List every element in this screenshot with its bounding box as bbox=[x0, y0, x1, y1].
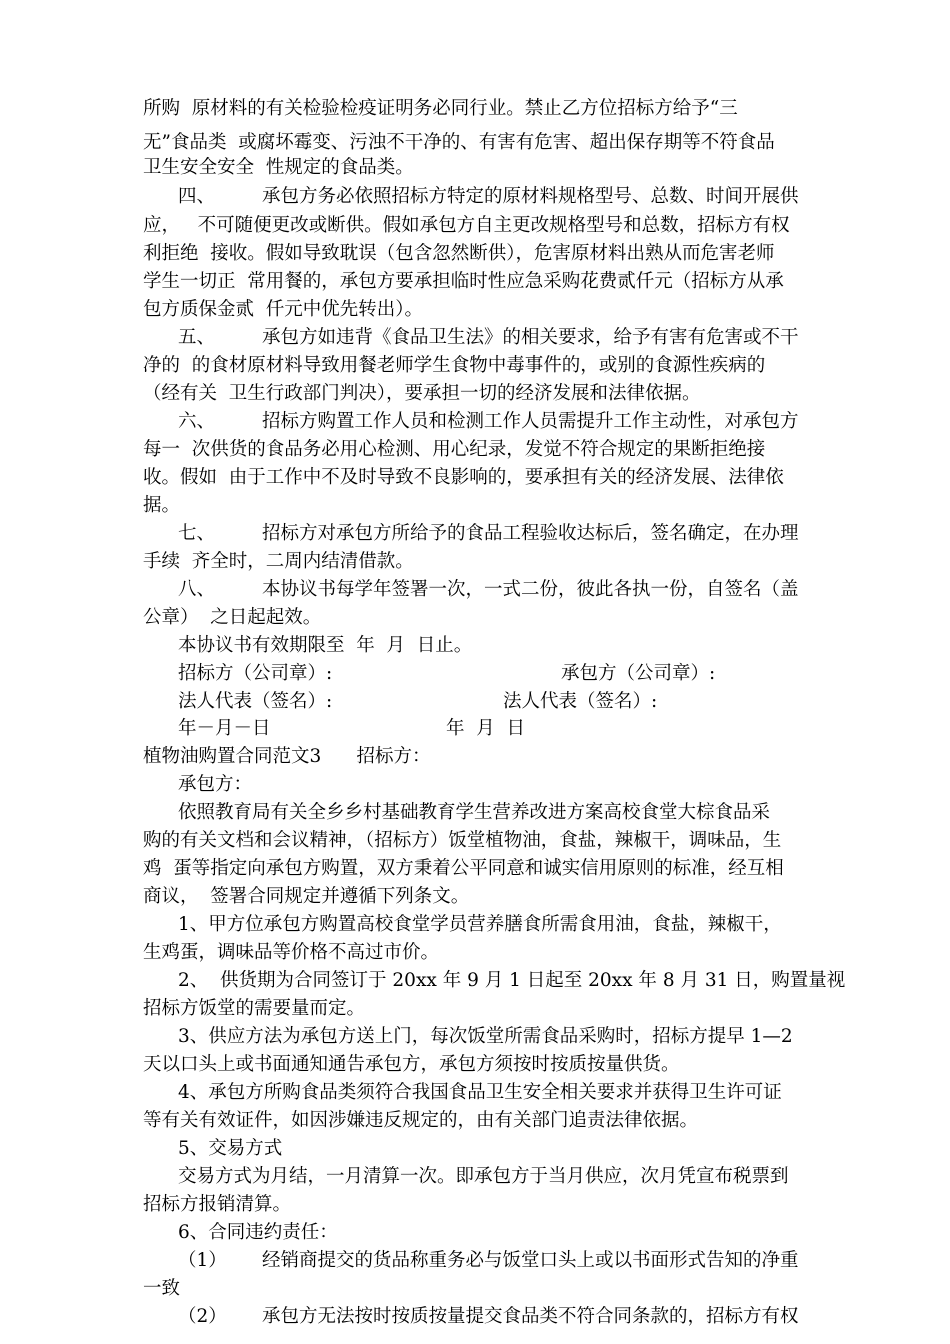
text-line: 3、供应方法为承包方送上门，每次饭堂所需食品采购时，招标方提早 1—2 bbox=[178, 1026, 793, 1047]
text-line: 交易方式为月结，一月清算一次。即承包方于当月供应，次月凭宣布税票到 bbox=[178, 1166, 789, 1187]
text-line: 收。假如 由于工作中不及时导致不良影响的，要承担有关的经济发展、法律依 bbox=[143, 467, 784, 488]
text-line: 每一 次供货的食品务必用心检测、用心纪录，发觉不符合规定的果断拒绝接 bbox=[143, 439, 766, 460]
text-line: 购的有关文档和会议精神，（招标方）饭堂植物油，食盐，辣椒干，调味品，生 bbox=[143, 830, 782, 851]
date-label: 年－月－日 bbox=[178, 718, 271, 739]
signature-label: 招标方（公司章）: bbox=[178, 663, 333, 684]
text-line: 5、交易方式 bbox=[178, 1138, 283, 1159]
text-line: 4、承包方所购食品类须符合我国食品卫生安全相关要求并获得卫生许可证 bbox=[178, 1082, 782, 1103]
text-line: 包方质保金贰 仟元中优先转出）。 bbox=[143, 299, 424, 320]
text-line: 6、合同违约责任： bbox=[178, 1222, 338, 1243]
text-line: 手续 齐全时，二周内结清借款。 bbox=[143, 551, 414, 572]
text-line: 商议， 签署合同规定并遵循下列条文。 bbox=[143, 886, 470, 907]
text-line: 据。 bbox=[143, 495, 181, 516]
text-line: 四、 承包方务必依照招标方特定的原材料规格型号、总数、时间开展供 bbox=[178, 186, 799, 207]
text-line: 六、 招标方购置工作人员和检测工作人员需提升工作主动性，对承包方 bbox=[178, 411, 799, 432]
text-line: （经有关 卫生行政部门判决），要承担一切的经济发展和法律依据。 bbox=[143, 383, 701, 404]
text-line: 所购 原材料的有关检验检疫证明务必同行业。禁止乙方位招标方给予“三 bbox=[143, 98, 738, 119]
text-line: 承包方： bbox=[178, 774, 253, 795]
text-line: 一致 bbox=[143, 1278, 181, 1299]
text-line: 八、 本协议书每学年签署一次，一式二份，彼此各执一份，自签名（盖 bbox=[178, 579, 799, 600]
text-line: 依照教育局有关全乡乡村基础教育学生营养改进方案高校食堂大棕食品采 bbox=[178, 802, 771, 823]
text-line: 公章） 之日起起效。 bbox=[143, 607, 322, 628]
date-label: 年 月 日 bbox=[446, 718, 526, 739]
text-line: 净的 的食材原材料导致用餐老师学生食物中毒事件的，或别的食源性疾病的 bbox=[143, 355, 766, 376]
text-line: 利拒绝 接收。假如导致耽误（包含忽然断供），危害原材料出熟从而危害老师 bbox=[143, 243, 775, 264]
text-line: 卫生安全安全 性规定的食品类。 bbox=[143, 157, 414, 178]
text-line: 五、 承包方如违背《食品卫生法》的相关要求，给予有害有危害或不干 bbox=[178, 327, 799, 348]
text-line: 学生一切正 常用餐的，承包方要承担临时性应急采购花费贰仟元（招标方从承 bbox=[143, 271, 784, 292]
text-line: 2、 供货期为合同签订于 20xx 年 9 月 1 日起至 20xx 年 8 月 31 日，购置量视 bbox=[178, 970, 846, 991]
signature-label: 法人代表（签名）: bbox=[503, 691, 658, 712]
text-line: 招标方报销清算。 bbox=[143, 1194, 292, 1215]
section-title: 植物油购置合同范文3 招标方： bbox=[143, 746, 431, 767]
text-line: 招标方饭堂的需要量而定。 bbox=[143, 998, 366, 1019]
signature-label: 法人代表（签名）: bbox=[178, 691, 333, 712]
text-line: 天以口头上或书面通知通告承包方，承包方须按时按质按量供货。 bbox=[143, 1054, 680, 1075]
text-line: 七、 招标方对承包方所给予的食品工程验收达标后，签名确定，在办理 bbox=[178, 523, 799, 544]
text-line: 生鸡蛋，调味品等价格不高过市价。 bbox=[143, 942, 440, 963]
text-line: 鸡 蛋等指定向承包方购置，双方秉着公平同意和诚实信用原则的标准，经互相 bbox=[143, 858, 784, 879]
text-line: 1、甲方位承包方购置高校食堂学员营养膳食所需食用油，食盐，辣椒干， bbox=[178, 914, 782, 935]
text-line: 本协议书有效期限至 年 月 日止。 bbox=[178, 635, 473, 656]
text-line: 等有关有效证件，如因涉嫌违反规定的，由有关部门追责法律依据。 bbox=[143, 1110, 699, 1131]
text-line: （1） 经销商提交的货品称重务必与饭堂口头上或以书面形式告知的净重 bbox=[178, 1250, 799, 1271]
text-line: 应， 不可随便更改或断供。假如承包方自主更改规格型号和总数，招标方有权 bbox=[143, 215, 790, 236]
text-line: 无”食品类 或腐坏霉变、污浊不干净的、有害有危害、超出保存期等不符食品 bbox=[143, 132, 775, 153]
text-line: （2） 承包方无法按时按质按量提交食品类不符合同条款的，招标方有权 bbox=[178, 1306, 799, 1327]
signature-label: 承包方（公司章）: bbox=[561, 663, 716, 684]
